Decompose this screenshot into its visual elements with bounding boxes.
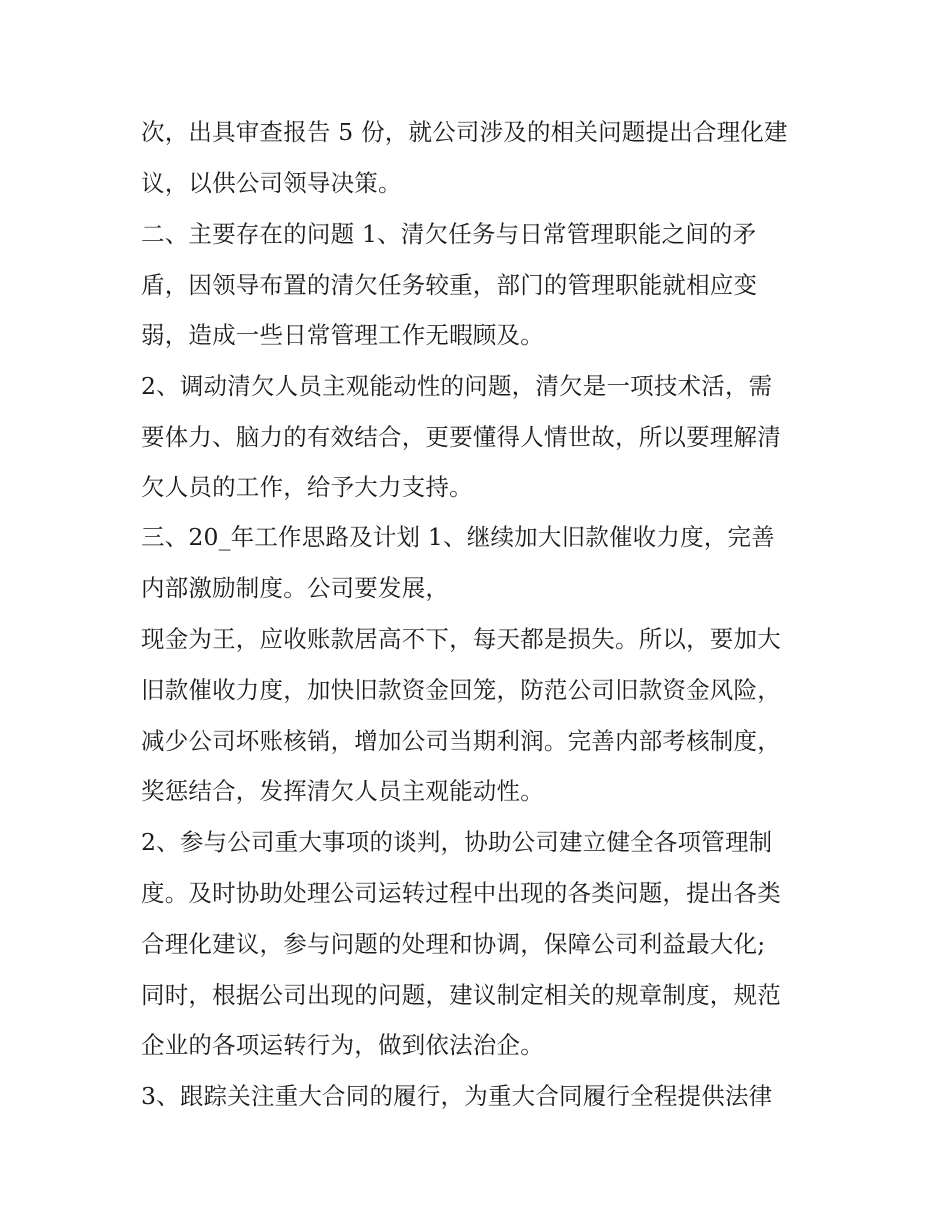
text-line: 合理化建议，参与问题的处理和协调，保障公司利益最大化; <box>141 930 766 958</box>
text-line: 度。及时协助处理公司运转过程中出现的各类问题，提出各类 <box>141 879 781 907</box>
text-line: 3、跟踪关注重大合同的履行，为重大合同履行全程提供法律 <box>141 1082 773 1110</box>
text-line: 盾，因领导布置的清欠任务较重，部门的管理职能就相应变 <box>141 271 758 299</box>
text-line: 三、20_年工作思路及计划 1、继续加大旧款催收力度，完善 <box>141 523 775 551</box>
text-line: 二、主要存在的问题 1、清欠任务与日常管理职能之间的矛 <box>141 220 757 248</box>
text-line: 内部激励制度。公司要发展， <box>141 574 450 602</box>
text-line: 同时，根据公司出现的问题，建议制定相关的规章制度，规范 <box>141 981 781 1009</box>
text-line: 企业的各项运转行为，做到依法治企。 <box>141 1031 544 1059</box>
text-line: 减少公司坏账核销，增加公司当期利润。完善内部考核制度， <box>141 727 781 755</box>
text-line: 奖惩结合，发挥清欠人员主观能动性。 <box>141 777 544 805</box>
text-line: 弱，造成一些日常管理工作无暇顾及。 <box>141 321 544 349</box>
text-line: 旧款催收力度，加快旧款资金回笼，防范公司旧款资金风险， <box>141 676 781 704</box>
text-line: 欠人员的工作，给予大力支持。 <box>141 473 473 501</box>
text-line: 议，以供公司领导决策。 <box>141 169 402 197</box>
text-line: 2、调动清欠人员主观能动性的问题，清欠是一项技术活，需 <box>141 372 773 400</box>
text-line: 次，出具审查报告 5 份，就公司涉及的相关问题提出合理化建 <box>141 118 788 146</box>
text-line: 现金为王，应收账款居高不下，每天都是损失。所以，要加大 <box>141 625 781 653</box>
text-line: 2、参与公司重大事项的谈判，协助公司建立健全各项管理制 <box>141 828 773 856</box>
text-line: 要体力、脑力的有效结合，更要懂得人情世故，所以要理解清 <box>141 423 781 451</box>
